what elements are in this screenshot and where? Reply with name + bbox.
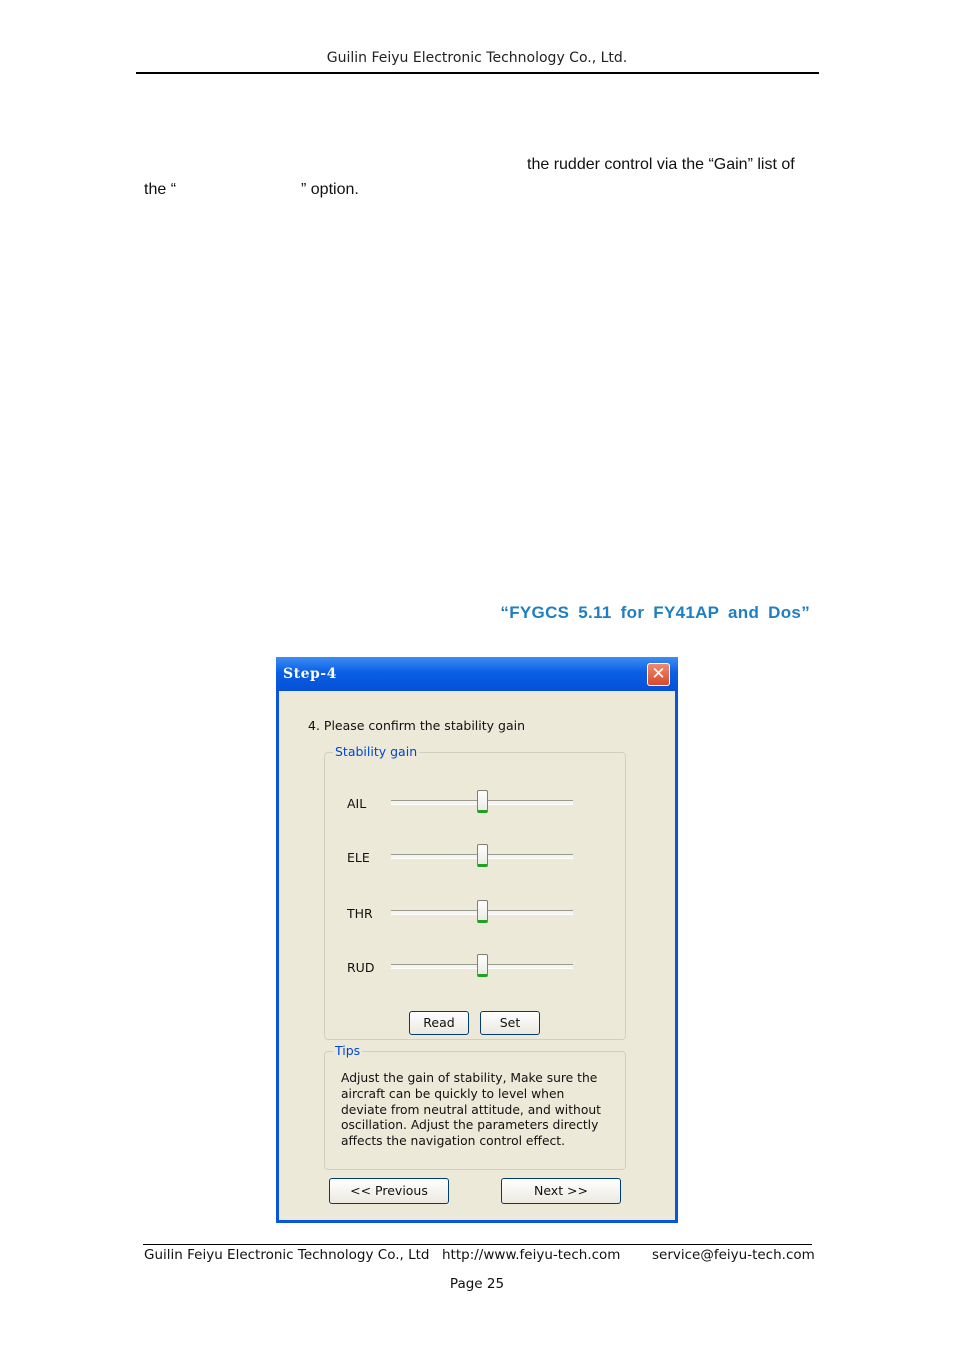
footer-rule <box>143 1244 812 1245</box>
step4-dialog <box>276 657 678 1223</box>
page-header: Guilin Feiyu Electronic Technology Co., Ltd. <box>326 50 628 66</box>
previous-button[interactable]: << Previous <box>329 1178 449 1204</box>
dialog-titlebar[interactable] <box>276 657 678 691</box>
stability-gain-legend: Stability gain <box>335 744 418 759</box>
body-text-line-2-start: the “ <box>144 181 177 198</box>
figure-caption: “FYGCS 5.11 for FY41AP and Dos” <box>500 603 810 622</box>
header-rule <box>136 72 819 74</box>
ele-slider-thumb[interactable] <box>477 844 488 867</box>
footer-url[interactable]: http://www.feiyu-tech.com <box>442 1247 621 1263</box>
thr-slider-thumb[interactable] <box>477 900 488 923</box>
dialog-title: Step-4 <box>283 666 337 682</box>
next-button[interactable]: Next >> <box>501 1178 621 1204</box>
tips-text: Adjust the gain of stability, Make sure the aircraft can be quickly to level when deviate from neutral attitude, and without oscillation. Adjust the parameters directly affects the navigation control effect. <box>341 1071 601 1149</box>
footer-company: Guilin Feiyu Electronic Technology Co., Ltd <box>144 1247 430 1263</box>
rud-slider-thumb[interactable] <box>477 954 488 977</box>
read-button[interactable]: Read <box>409 1011 469 1035</box>
body-text-line-2-end: ” option. <box>301 181 359 198</box>
stability-gain-group <box>324 744 626 1040</box>
set-button[interactable]: Set <box>480 1011 540 1035</box>
tips-legend: Tips <box>335 1043 361 1058</box>
footer-email[interactable]: service@feiyu-tech.com <box>652 1247 815 1263</box>
slider-label-ele: ELE <box>347 850 370 865</box>
close-icon[interactable]: ✕ <box>647 663 670 686</box>
ail-slider-thumb[interactable] <box>477 790 488 813</box>
step-instruction: 4. Please confirm the stability gain <box>308 718 525 733</box>
slider-label-thr: THR <box>347 906 373 921</box>
dialog-client-area <box>279 691 675 1220</box>
body-text-line-1: the rudder control via the “Gain” list of <box>527 156 795 173</box>
slider-label-ail: AIL <box>347 796 367 811</box>
tips-group <box>324 1043 626 1170</box>
slider-label-rud: RUD <box>347 960 375 975</box>
page-number: Page 25 <box>449 1276 505 1292</box>
